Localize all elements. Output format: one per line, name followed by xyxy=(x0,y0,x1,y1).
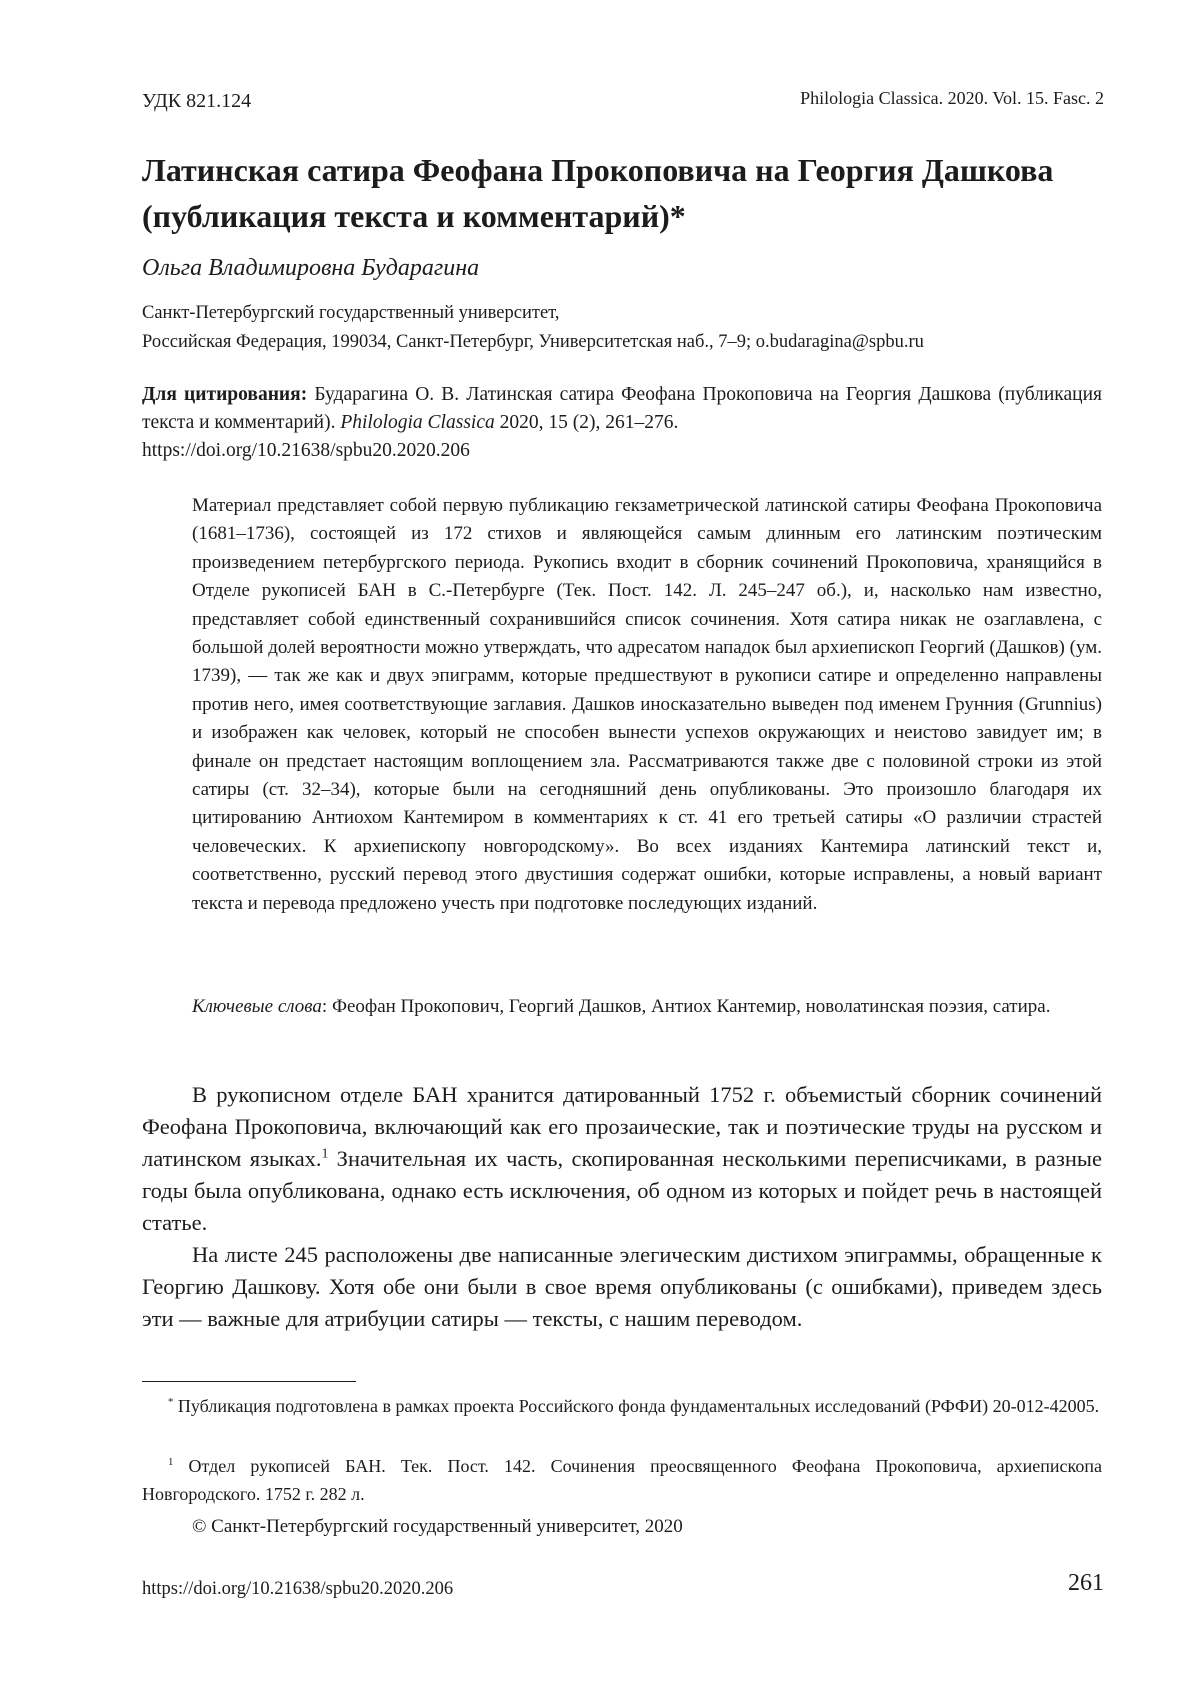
footnote-2 xyxy=(142,1452,1102,1508)
body-paragraph-1-part-1: В рукописном отделе БАН хранится датированный 1752 г. объемистый сборник сочинений Феофана Прокоповича, включающий как его прозаические, так и поэтические труды на русском и латинском языках. xyxy=(142,1082,1102,1171)
journal-running-head: Philologia Classica. 2020. Vol. 15. Fasc. 2 xyxy=(800,88,1104,108)
keywords-list: : Феофан Прокопович, Георгий Дашков, Антиох Кантемир, новолатинская поэзия, сатира. xyxy=(321,996,1051,1017)
author-affiliation xyxy=(142,299,1102,357)
citation-text-before: Бударагина О. В. Латинская сатира Феофана Прокоповича на Георгия Дашкова (публикация текста и комментарий). xyxy=(142,384,1102,433)
abstract-text: Материал представляет собой первую публикацию гекзаметрической латинской сатиры Феофана Прокоповича (1681–1736), состоящей из 172 стихов и являющейся самым длинным его латинским поэтическим произведением петербургского периода. Рукопись входит в сборник сочинений Прокоповича, хранящийся в Отделе рукописей БАН в С.-Петербурге (Тек. Пост. 142. Л. 245–247 об.), и, насколько нам известно, представляет собой единственный сохранившийся список сочинения. Хотя сатира никак не озаглавлена, с большой долей вероятности можно утверждать, что адресатом нападок был архиепископ Георгий (Дашков) (ум. 1739), — так же как и двух эпиграмм, которые предшествуют в рукописи сатире и определенно направлены против него, имея соответствующие заглавия. Дашков иносказательно выведен под именем Грунния (Grunnius) и изображен как человек, который не способен вынести успехов окружающих и неистово завидует им; в финале он предстает настоящим воплощением зла. Рассматриваются также две с половиной строки из этой сатиры (ст. 32–34), которые были на сегодняшний день опубликованы. Это произошло благодаря их цитированию Антиохом Кантемиром в комментариях к ст. 41 его третьей сатиры «О различии страстей человеческих. К архиепископу новгородскому». Во всех изданиях Кантемира латинский текст и, соответственно, русский перевод этого двустишия содержат ошибки, которые исправлены, а новый вариант текста и перевода предложено учесть при подготовке последующих изданий. xyxy=(192,495,1102,914)
author-name: Ольга Владимировна Бударагина xyxy=(142,255,480,281)
body-paragraph-2: На листе 245 расположены две написанные элегическим дистихом эпиграммы, обращенные к Георгию Дашкову. Хотя обе они были в свое время опубликованы (с ошибками), приведем здесь эти — важные для атрибуции сатиры — тексты, с нашим переводом. xyxy=(142,1242,1102,1331)
copyright-notice: © Санкт-Петербургский государственный университет, 2020 xyxy=(192,1516,683,1537)
article-body xyxy=(142,1079,1102,1335)
citation-block xyxy=(142,381,1102,465)
footer-doi-link[interactable]: https://doi.org/10.21638/spbu20.2020.206 xyxy=(142,1579,454,1599)
keywords-block xyxy=(192,993,1102,1021)
citation-journal: Philologia Classica xyxy=(340,412,495,433)
footnote-divider xyxy=(142,1381,356,1382)
citation-label: Для цитирования: xyxy=(142,384,308,405)
citation-doi-link[interactable]: https://doi.org/10.21638/spbu20.2020.206 xyxy=(142,440,470,461)
affiliation-line-2: Российская Федерация, 199034, Санкт-Петербург, Университетская наб., 7–9; o.budaragina@spbu.ru xyxy=(142,332,924,352)
footnote-ref-1[interactable]: 1 xyxy=(321,1145,329,1161)
footnote-mark-star: * xyxy=(168,1396,174,1408)
footnote-1-text: Публикация подготовлена в рамках проекта Российского фонда фундаментальных исследований (РФФИ) 20-012-42005. xyxy=(173,1396,1100,1416)
affiliation-line-1: Санкт-Петербургский государственный университет, xyxy=(142,303,560,323)
keywords-label: Ключевые слова xyxy=(192,996,322,1017)
footnote-2-text: Отдел рукописей БАН. Тек. Пост. 142. Сочинения преосвященного Феофана Прокоповича, архиепископа Новгородского. 1752 г. 282 л. xyxy=(142,1456,1102,1504)
footnote-1 xyxy=(142,1392,1102,1420)
body-paragraph-1 xyxy=(142,1079,1102,1239)
page-number: 261 xyxy=(1068,1570,1104,1596)
footnote-mark-1: 1 xyxy=(168,1456,174,1468)
article-title: Латинская сатира Феофана Прокоповича на Георгия Дашкова (публикация текста и комментарий)* xyxy=(142,152,1054,234)
body-paragraph-1-part-2: Значительная их часть, скопированная несколькими переписчиками, в разные годы была опубликована, однако есть исключения, об одном из которых и пойдет речь в настоящей статье. xyxy=(142,1146,1102,1235)
citation-text-after: 2020, 15 (2), 261–276. xyxy=(494,412,679,433)
udk-code: УДК 821.124 xyxy=(142,90,252,112)
